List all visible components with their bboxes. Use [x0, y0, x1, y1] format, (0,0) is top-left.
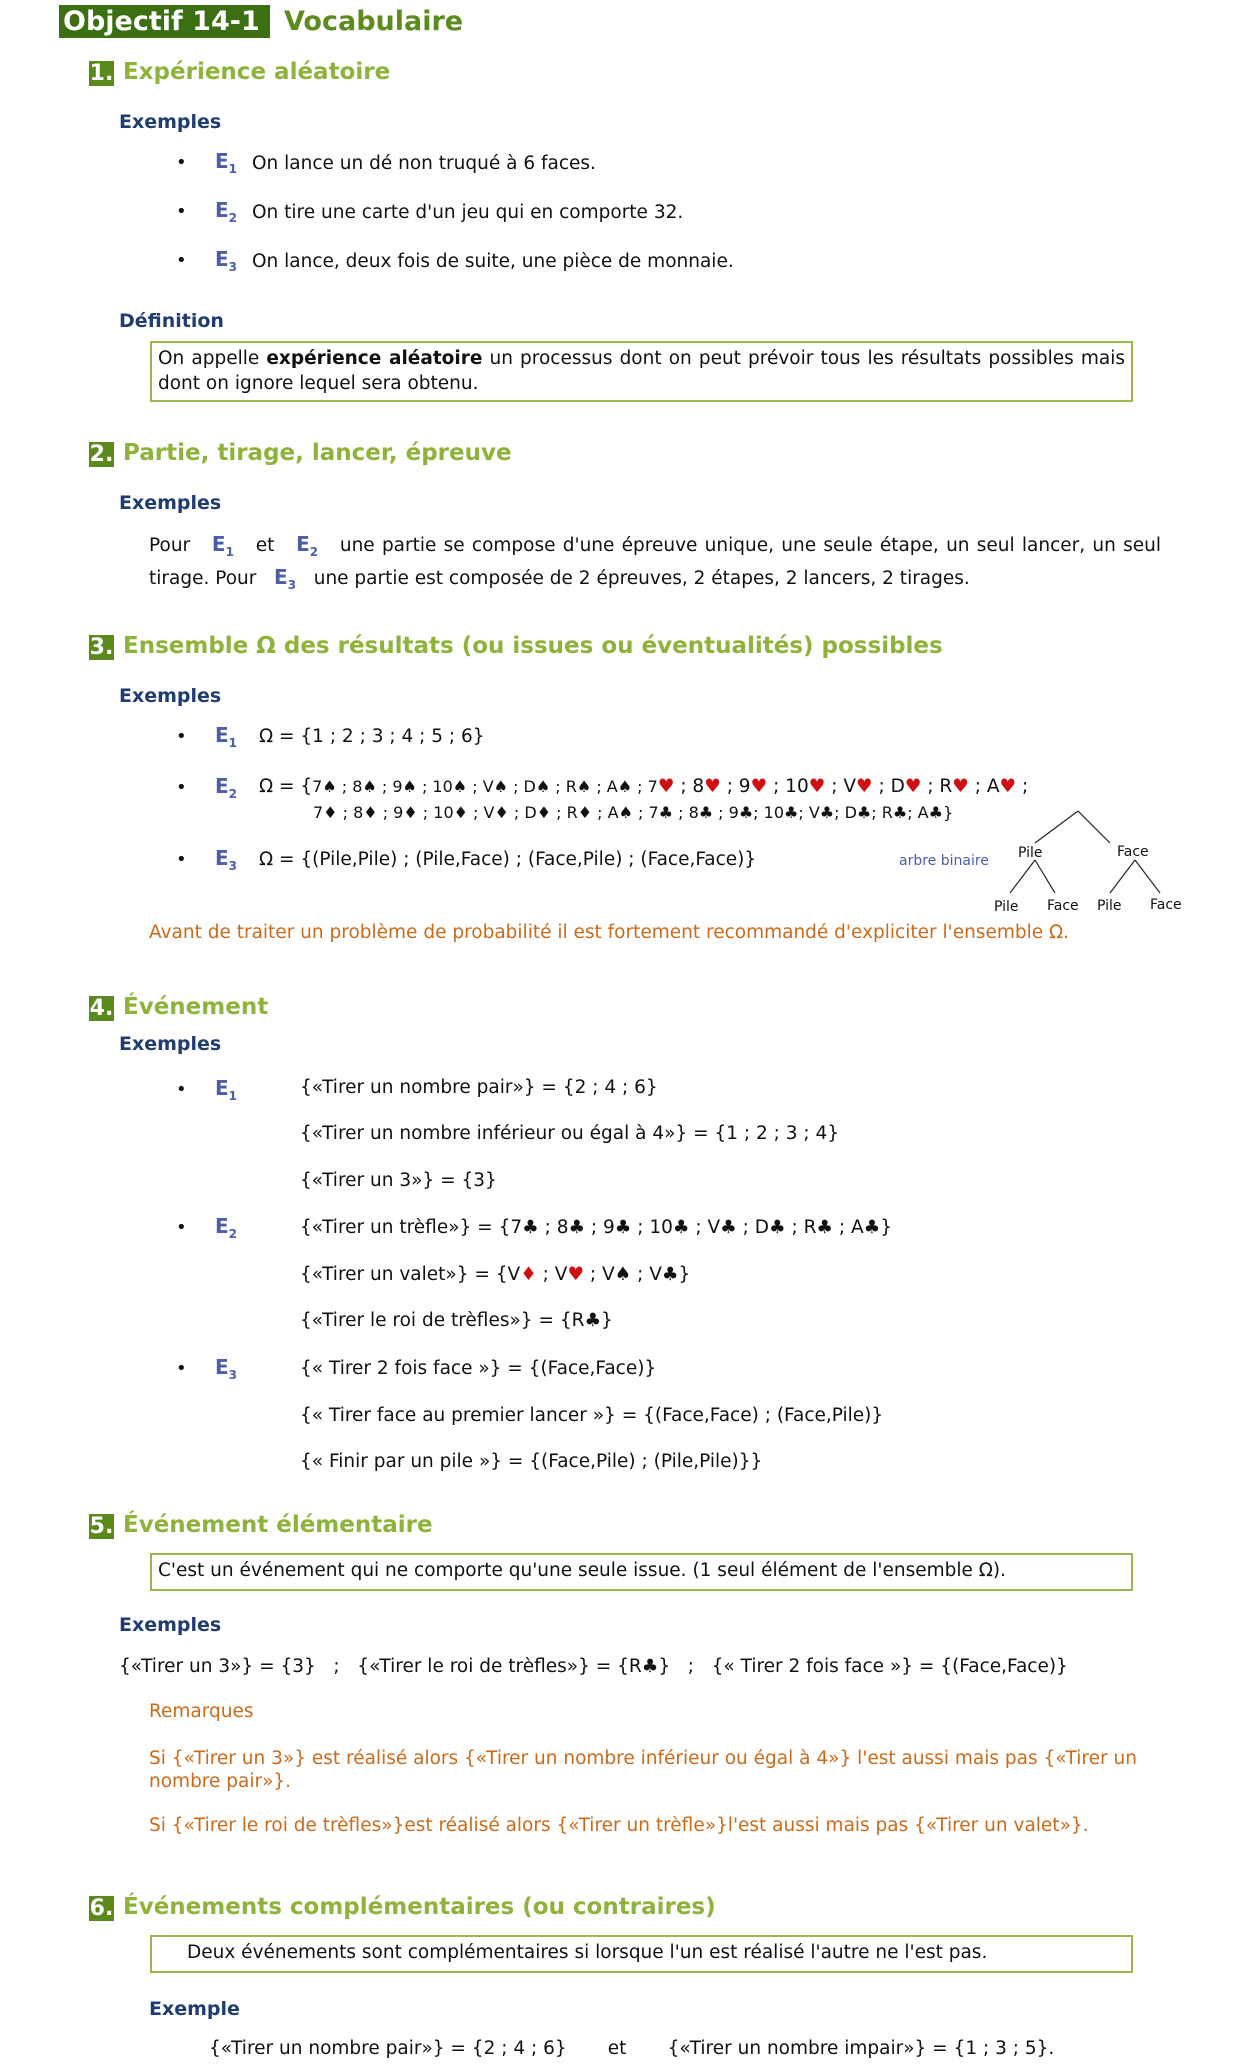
experiment-label: [215, 774, 237, 801]
e-letter: E: [215, 723, 229, 747]
definition-box: Deux événements sont complémentaires si lorsque l'un est réalisé l'autre ne l'est pas.: [150, 1935, 1133, 1973]
section-number: 6.: [89, 1896, 114, 1921]
e-index: 1: [225, 545, 234, 559]
e-index: 1: [228, 162, 238, 176]
bullet: •: [176, 726, 187, 747]
section-number: 4.: [89, 996, 114, 1021]
e-letter: E: [215, 1214, 229, 1238]
experiment-label: [215, 1355, 237, 1382]
bullet: •: [176, 152, 187, 173]
example-line: {«Tirer un nombre pair»} = {2 ; 4 ; 6} et {«Tirer un nombre impair»} = {1 ; 3 ; 5}.: [209, 2038, 1055, 2059]
event-line: {«Tirer un 3»} = {3}: [300, 1170, 497, 1191]
event-line: {«Tirer un nombre inférieur ou égal à 4»} = {1 ; 2 ; 3 ; 4}: [300, 1123, 840, 1144]
tree-leaf-label: Face: [1047, 898, 1079, 914]
bullet: •: [176, 1079, 187, 1100]
partie-paragraph: [149, 532, 1161, 598]
e-letter: E: [215, 247, 229, 271]
bullet: •: [176, 849, 187, 870]
omega-text: ; A: [974, 776, 1000, 797]
heart-icon: ♥: [704, 776, 721, 797]
remark-text: Si {«Tirer un 3»} est réalisé alors {«Tirer un nombre inférieur ou égal à 4»} l'est aussi mais pas {«Tirer un nombre pair»}.: [149, 1748, 1137, 1792]
experiment-label: [274, 565, 297, 592]
bullet: •: [176, 1358, 187, 1379]
experiment-label: [215, 723, 237, 750]
tree-leaf-label: Pile: [1097, 898, 1122, 914]
omega-set: Ω = {(Pile,Pile) ; (Pile,Face) ; (Face,Pile) ; (Face,Face)}: [259, 849, 757, 870]
section-title: Événement: [123, 994, 269, 1020]
tree-leaf-label: Pile: [994, 899, 1019, 915]
experiment-label: [215, 1076, 237, 1103]
event-text: {«Tirer un valet»} = {V: [300, 1264, 521, 1285]
e-index: 2: [228, 211, 238, 225]
event-text: ; V: [536, 1264, 568, 1285]
examples-heading: Exemples: [119, 1033, 222, 1055]
omega-text: Ω = {: [259, 776, 313, 797]
remarks-heading: Remarques: [149, 1701, 254, 1722]
objective-badge: Objectif 14-1: [59, 5, 270, 38]
remark-text: Si {«Tirer le roi de trèfles»}est réalisé alors {«Tirer un trèfle»}l'est aussi mais pas {«Tirer un valet»}.: [149, 1815, 1089, 1836]
e-letter: E: [215, 149, 229, 173]
diamond-icon: ♦: [520, 1264, 537, 1285]
e-letter: E: [215, 774, 229, 798]
e-letter: E: [215, 846, 229, 870]
experiment-label: [215, 846, 237, 873]
e-index: 2: [309, 545, 319, 559]
e-letter: E: [215, 198, 229, 222]
event-line: {«Tirer le roi de trèfles»} = {R♣}: [300, 1310, 613, 1331]
section-remark: Avant de traiter un problème de probabilité il est fortement recommandé d'expliciter l'ensemble Ω.: [149, 922, 1070, 943]
e-index: 3: [228, 260, 238, 274]
e-letter: E: [274, 565, 288, 589]
section-title: Ensemble Ω des résultats (ou issues ou éventualités) possibles: [123, 633, 943, 659]
section-number: 5.: [89, 1514, 114, 1539]
e-index: 3: [287, 578, 297, 592]
experiment-label: [215, 149, 237, 176]
omega-text: ;: [1022, 776, 1029, 797]
definition-box: [150, 341, 1133, 402]
heart-icon: ♥: [855, 776, 873, 797]
heart-icon: ♥: [808, 776, 826, 797]
e-letter: E: [211, 532, 226, 556]
e-index: 3: [228, 859, 238, 873]
example-line: {«Tirer un 3»} = {3} ; {«Tirer le roi de trèfles»} = {R♣} ; {« Tirer 2 fois face »} = {(Face,Face)}: [119, 1656, 1068, 1677]
omega-set-cards-line2: 7♦ ; 8♦ ; 9♦ ; 10♦ ; V♦ ; D♦ ; R♦ ; A♠ ; 7♣ ; 8♣ ; 9♣; 10♣; V♣; D♣; R♣; A♣}: [313, 803, 954, 822]
examples-heading: Exemples: [119, 685, 222, 707]
section-title: Partie, tirage, lancer, épreuve: [123, 440, 512, 466]
tree-branch: [1110, 860, 1135, 893]
omega-text: ; 8: [680, 776, 705, 797]
bullet: •: [176, 201, 187, 222]
omega-text: ; D: [878, 776, 905, 797]
bullet: •: [176, 250, 187, 271]
paragraph-text: une partie est composée de 2 épreuves, 2 étapes, 2 lancers, 2 tirages.: [313, 568, 970, 589]
bullet: •: [176, 777, 187, 798]
tree-branch: [1078, 811, 1110, 843]
heart-icon: ♥: [567, 1264, 585, 1285]
event-line: {« Tirer 2 fois face »} = {(Face,Face)}: [300, 1358, 657, 1379]
section-number: 2.: [89, 442, 114, 467]
paragraph-text: Pour: [149, 535, 191, 556]
heart-icon: ♥: [999, 776, 1017, 797]
omega-text: ; 9: [726, 776, 751, 797]
heart-icon: ♥: [657, 776, 675, 797]
definition-text: On appelle: [158, 348, 260, 369]
tree-node-label: Pile: [1018, 845, 1043, 861]
e-index: 3: [228, 1368, 238, 1382]
experiment-label: [215, 1214, 237, 1241]
e-index: 2: [228, 1227, 238, 1241]
heart-icon: ♥: [904, 776, 922, 797]
section-title: Événements complémentaires (ou contraires): [123, 1894, 716, 1920]
tree-node-label: Face: [1117, 844, 1149, 860]
experiment-label: [211, 532, 234, 559]
tree-branch: [1135, 860, 1160, 893]
definition-box: C'est un événement qui ne comporte qu'une seule issue. (1 seul élément de l'ensemble Ω).: [150, 1553, 1133, 1591]
event-line: {« Tirer face au premier lancer »} = {(Face,Face) ; (Face,Pile)}: [300, 1405, 884, 1426]
omega-text: ; R: [927, 776, 953, 797]
heart-icon: ♥: [952, 776, 969, 797]
event-line: {« Finir par un pile »} = {(Face,Pile) ; (Pile,Pile)}}: [300, 1451, 763, 1472]
experiment-text: On tire une carte d'un jeu qui en comporte 32.: [252, 202, 684, 223]
section-number: 1.: [89, 61, 114, 86]
experiment-text: On lance un dé non truqué à 6 faces.: [252, 153, 596, 174]
omega-text: 7♠ ; 8♠ ; 9♠ ; 10♠ ; V♠ ; D♠ ; R♠ ; A♠ ; 7: [312, 777, 658, 796]
experiment-label: [215, 247, 237, 274]
omega-set-cards: [259, 774, 1028, 799]
event-text: ; V♠ ; V♣}: [584, 1264, 691, 1285]
paragraph-text: une partie se compose d'une épreuve unique, une seule étape, un seul lancer, un seul tirage. Pour: [149, 535, 1161, 589]
e-letter: E: [215, 1355, 229, 1379]
e-letter: E: [215, 1076, 229, 1100]
e-index: 1: [228, 736, 238, 750]
experiment-label: [296, 532, 319, 559]
omega-text: ; 10: [773, 776, 809, 797]
examples-heading: Exemples: [119, 111, 222, 133]
tree-branch: [1035, 811, 1078, 843]
event-line: {«Tirer un nombre pair»} = {2 ; 4 ; 6}: [300, 1077, 658, 1098]
section-title: Événement élémentaire: [123, 1512, 433, 1538]
omega-set: Ω = {1 ; 2 ; 3 ; 4 ; 5 ; 6}: [259, 726, 485, 747]
examples-heading: Exemples: [119, 492, 222, 514]
e-index: 2: [228, 787, 238, 801]
heart-icon: ♥: [750, 776, 768, 797]
section-number: 3.: [89, 635, 114, 660]
definition-text: un processus dont on peut prévoir tous les résultats possibles mais dont on ignore lequel sera obtenu.: [158, 348, 1125, 394]
event-line: [300, 1262, 690, 1287]
definition-term: expérience aléatoire: [266, 348, 483, 369]
event-line: {«Tirer un trèfle»} = {7♣ ; 8♣ ; 9♣ ; 10♣ ; V♣ ; D♣ ; R♣ ; A♣}: [300, 1217, 893, 1238]
tree-leaf-label: Face: [1150, 897, 1182, 913]
experiment-text: On lance, deux fois de suite, une pièce de monnaie.: [252, 251, 734, 272]
definition-heading: Définition: [119, 310, 224, 332]
tree-branch: [1035, 860, 1055, 893]
paragraph-text: et: [255, 535, 275, 556]
tree-caption: arbre binaire: [899, 853, 989, 869]
omega-text: ; V: [831, 776, 856, 797]
example-heading: Exemple: [149, 1998, 240, 2020]
examples-heading: Exemples: [119, 1614, 222, 1636]
e-index: 1: [228, 1089, 238, 1103]
page-title: Vocabulaire: [284, 6, 464, 37]
tree-branch: [1010, 860, 1035, 893]
bullet: •: [176, 1217, 187, 1238]
e-letter: E: [296, 532, 310, 556]
section-title: Expérience aléatoire: [123, 59, 391, 85]
experiment-label: [215, 198, 237, 225]
